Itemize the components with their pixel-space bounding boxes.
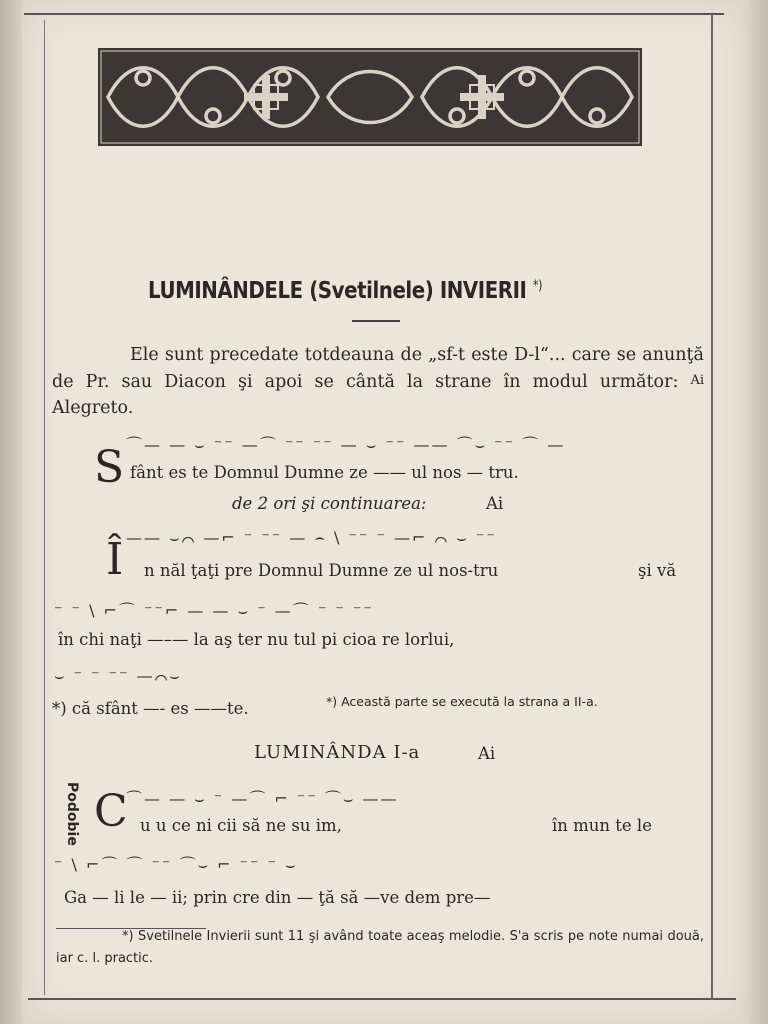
podobie-label: Podobie [64, 782, 80, 846]
repeat-note: de 2 ori şi continuarea: [232, 494, 427, 513]
left-border-rule [44, 20, 45, 995]
neume-row-2: —— ⌣⌒ —⌐ ⁻ ⁻⁻ — ⌢ \ ⁻⁻ ⁻ —⌐ ⌒ ⌣ ⁻⁻ [126, 528, 497, 547]
title-underline [352, 320, 400, 322]
page-title [148, 278, 543, 304]
intro-text: Ele sunt precedate totdeauna de „sf-t este D-l“... care se anunţă de Pr. sau Diacon şi apoi se cântă la strane în modul următor: [52, 345, 704, 392]
title-text: LUMINÂNDELE (Svetilnele) INVIERII [148, 278, 527, 304]
section-heading: LUMINÂNDA I-a [254, 742, 421, 763]
bottom-border-rule [28, 998, 736, 1000]
dropcap-i: Î [106, 534, 124, 585]
lyric-line-2: n năl ţaţi pre Domnul Dumne ze ul nos-tru [144, 561, 499, 580]
lyric-line-5: u u ce ni cii să ne su im, [140, 816, 342, 835]
dropcap-c: C [94, 786, 128, 837]
title-footnote-mark: *) [532, 278, 543, 294]
page-edge-left [0, 0, 22, 1024]
neume-row-1: ⌒— — ⌣ ⁻⁻ —⌒ ⁻⁻ ⁻⁻ — ⌣ ⁻⁻ —— ⌒⌣ ⁻⁻ ⌒ — [126, 435, 566, 454]
intro-paragraph [52, 342, 704, 421]
lyric-line-4: *) că sfânt —- es ——te. [52, 699, 249, 718]
mode-sign-2: Ai [486, 494, 504, 513]
dropcap-s: S [94, 442, 125, 493]
neume-row-4: ⌣ ⁻ ⁻ ⁻⁻ —⌒⌣ [54, 666, 182, 685]
mode-sign-3: Ai [478, 744, 496, 763]
lyric-line-1: fânt es te Domnul Dumne ze —— ul nos — tru. [130, 463, 519, 482]
lyric-line-5-end: în mun te le [552, 816, 652, 835]
mode-sign: Ai [690, 373, 704, 388]
top-border-rule [24, 13, 724, 15]
intro-tempo: Alegreto. [52, 398, 134, 418]
footnote: *) Svetilnele Invierii sunt 11 şi având toate aceaş melodie. S'a scris pe note numai două, iar c. l. practic. [56, 929, 704, 966]
lyric-line-6: Ga — li le — ii; prin cre din — ţă să —ve dem pre— [64, 888, 491, 907]
page-edge-right [746, 0, 768, 1024]
strana-note: *) Această parte se execută la strana a II-a. [326, 694, 598, 709]
neume-row-3: ⁻ ⁻ \ ⌐⌒ ⁻⁻⌐ — — ⌣ ⁻ —⌒ ⁻ ⁻ ⁻⁻ [54, 601, 374, 620]
neume-row-6: ⁻ \ ⌐⌒ ⌒ ⁻⁻ ⌒⌣ ⌐ ⁻⁻ ⁻ ⌣ [54, 855, 298, 874]
right-border-rule [711, 14, 713, 1000]
lyric-line-2-end: şi vă [638, 561, 677, 580]
lyric-line-3: în chi naţi —–— la aş ter nu tul pi cioa re lorlui, [58, 630, 455, 649]
neume-row-5: ⌒— — ⌣ ⁻ —⌒ ⌐ ⁻⁻ ⌒⌣ —— [126, 789, 399, 808]
ornament-band [98, 48, 642, 146]
